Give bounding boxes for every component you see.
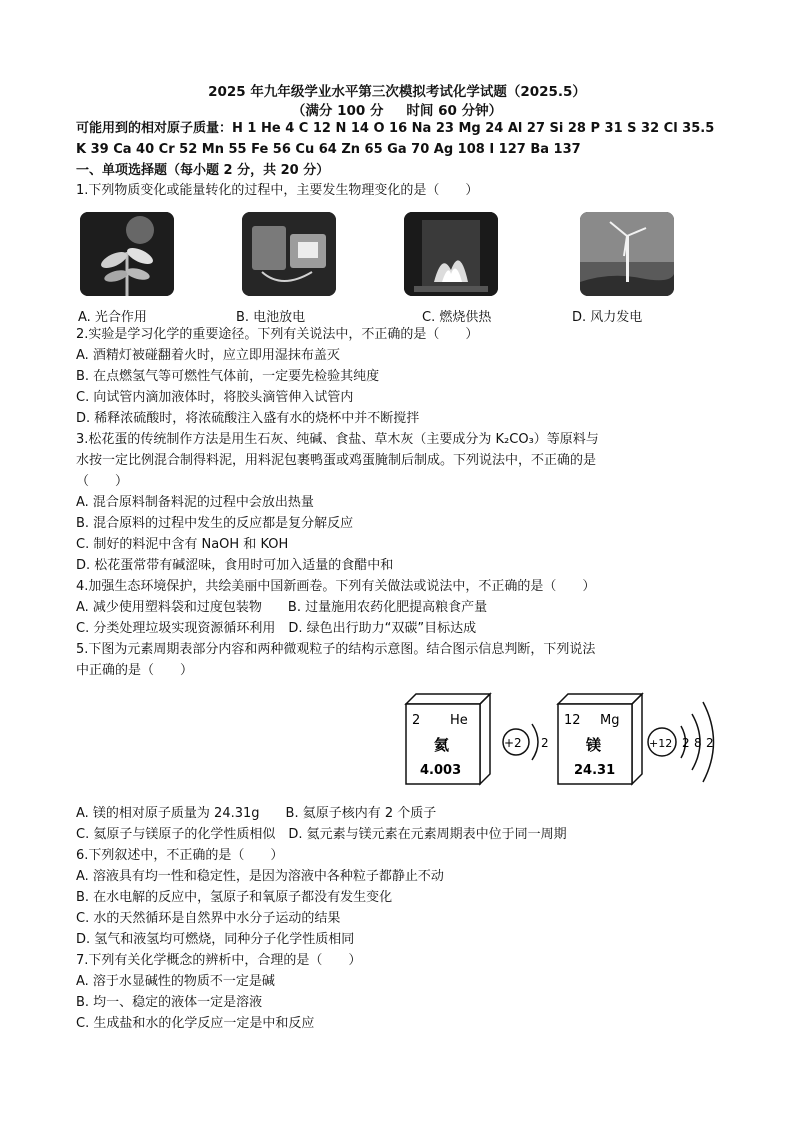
magnesium-shell-3: 2 [706, 736, 714, 750]
q5-options-row-1: A. 镁的相对原子质量为 24.31g B. 氦原子核内有 2 个质子 [76, 806, 437, 821]
q2-option-d: D. 稀释浓硫酸时，将浓硫酸注入盛有水的烧杯中并不断搅拌 [76, 411, 420, 426]
helium-name: 氦 [434, 736, 450, 754]
magnesium-nucleus-charge: +12 [649, 737, 673, 750]
q1-stem: 1.下列物质变化或能量转化的过程中，主要发生物理变化的是（ ） [76, 183, 479, 198]
helium-nucleus-charge: +2 [504, 736, 522, 750]
q7-stem: 7.下列有关化学概念的辨析中，合理的是（ ） [76, 953, 362, 968]
q6-stem: 6.下列叙述中，不正确的是（ ） [76, 848, 284, 863]
q3-option-c: C. 制好的料泥中含有 NaOH 和 KOH [76, 537, 289, 552]
photosynthesis-photo [80, 212, 174, 296]
exam-subtitle: （满分 100 分 时间 60 分钟） [291, 103, 503, 119]
q4-options-row-1: A. 减少使用塑料袋和过度包装物 B. 过量施用农药化肥提高粮食产量 [76, 600, 488, 615]
q3-option-a: A. 混合原料制备料泥的过程中会放出热量 [76, 495, 314, 510]
helium-symbol: He [450, 713, 468, 728]
helium-cell [406, 694, 490, 784]
magnesium-shell-1: 2 [682, 736, 690, 750]
wind-power-photo [580, 212, 674, 296]
section-heading: 一、单项选择题（每小题 2 分，共 20 分） [76, 163, 330, 178]
helium-atomic-number: 2 [412, 713, 421, 728]
helium-shell-electrons: 2 [541, 736, 549, 750]
q3-stem-1: 3.松花蛋的传统制作方法是用生石灰、纯碱、食盐、草木灰（主要成分为 K₂CO₃）等原料与 [76, 432, 599, 447]
q6-option-a: A. 溶液具有均一性和稳定性，是因为溶液中各种粒子都静止不动 [76, 869, 444, 884]
q7-option-b: B. 均一、稳定的液体一定是溶液 [76, 995, 263, 1010]
magnesium-mass: 24.31 [574, 763, 616, 778]
q2-option-c: C. 向试管内滴加液体时，将胶头滴管伸入试管内 [76, 390, 354, 405]
q6-option-d: D. 氢气和液氢均可燃烧，同种分子化学性质相同 [76, 932, 355, 947]
q3-stem-3: （ ） [76, 474, 129, 489]
magnesium-name: 镁 [586, 736, 602, 754]
magnesium-cell [558, 694, 642, 784]
q2-stem: 2.实验是学习化学的重要途径。下列有关说法中，不正确的是（ ） [76, 327, 479, 342]
q6-option-c: C. 水的天然循环是自然界中水分子运动的结果 [76, 911, 341, 926]
helium-mass: 4.003 [420, 763, 462, 778]
q2-option-a: A. 酒精灯被碰翻着火时，应立即用湿抹布盖灭 [76, 348, 340, 363]
element-structure-diagram [398, 686, 728, 790]
q2-option-b: B. 在点燃氢气等可燃性气体前，一定要先检验其纯度 [76, 369, 380, 384]
atomic-masses-line-2: K 39 Ca 40 Cr 52 Mn 55 Fe 56 Cu 64 Zn 65 Ga 70 Ag 108 I 127 Ba 137 [76, 142, 581, 157]
q5-stem-2: 中正确的是（ ） [76, 663, 194, 678]
q6-option-b: B. 在水电解的反应中，氢原子和氧原子都没有发生变化 [76, 890, 393, 905]
magnesium-atomic-number: 12 [564, 713, 581, 728]
q3-stem-2: 水按一定比例混合制得料泥，用料泥包裹鸭蛋或鸡蛋腌制后制成。下列说法中，不正确的是 [76, 453, 597, 468]
magnesium-atom-structure [648, 702, 714, 782]
combustion-heating-photo [404, 212, 498, 296]
battery-discharge-photo [242, 212, 336, 296]
q1-option-d: D. 风力发电 [572, 310, 643, 325]
q5-stem-1: 5.下图为元素周期表部分内容和两种微观粒子的结构示意图。结合图示信息判断，下列说法 [76, 642, 596, 657]
q5-options-row-2: C. 氦原子与镁原子的化学性质相似 D. 氦元素与镁元素在元素周期表中位于同一周期 [76, 827, 567, 842]
helium-atom-structure [503, 724, 549, 760]
magnesium-shell-2: 8 [694, 736, 702, 750]
q1-option-a: A. 光合作用 [78, 310, 147, 325]
atomic-masses-line-1: 可能用到的相对原子质量：H 1 He 4 C 12 N 14 O 16 Na 23 Mg 24 Al 27 Si 28 P 31 S 32 Cl 35.5 [76, 121, 715, 136]
q1-option-c: C. 燃烧供热 [422, 310, 492, 325]
magnesium-symbol: Mg [600, 713, 620, 728]
q1-option-b: B. 电池放电 [236, 310, 306, 325]
exam-title: 2025 年九年级学业水平第三次模拟考试化学试题（2025.5） [208, 84, 586, 100]
q4-options-row-2: C. 分类处理垃圾实现资源循环利用 D. 绿色出行助力“双碳”目标达成 [76, 621, 477, 636]
q3-option-d: D. 松花蛋常带有碱涩味，食用时可加入适量的食醋中和 [76, 558, 394, 573]
q4-stem: 4.加强生态环境保护，共绘美丽中国新画卷。下列有关做法或说法中，不正确的是（ ） [76, 579, 596, 594]
q7-option-a: A. 溶于水显碱性的物质不一定是碱 [76, 974, 275, 989]
q3-option-b: B. 混合原料的过程中发生的反应都是复分解反应 [76, 516, 354, 531]
q7-option-c: C. 生成盐和水的化学反应一定是中和反应 [76, 1016, 315, 1031]
